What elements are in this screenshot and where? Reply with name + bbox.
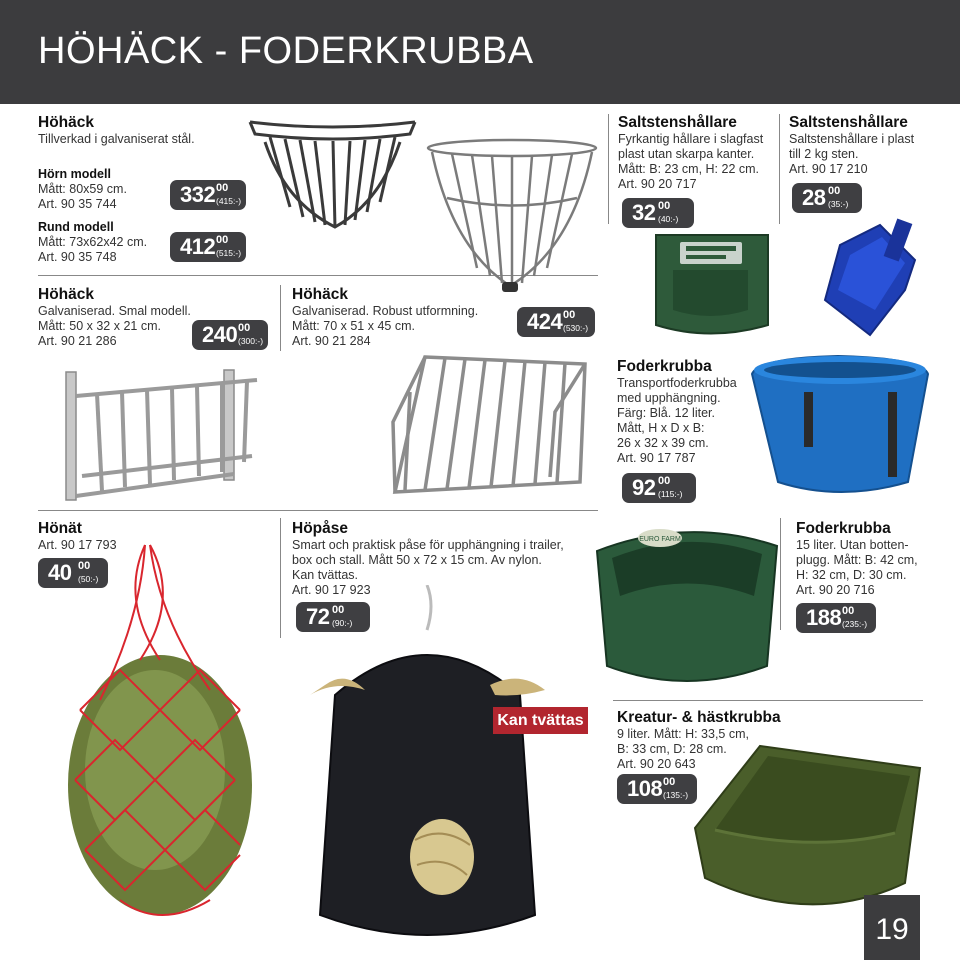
divider [38, 510, 598, 511]
product-line: Kan tvättas. [292, 568, 359, 582]
divider [280, 518, 281, 638]
divider [280, 285, 281, 351]
product-line: plugg. Mått: B: 42 cm, [796, 553, 918, 567]
salt1-info [618, 114, 778, 192]
product-title: Saltstenshållare [618, 114, 737, 131]
price-main: 412 [180, 234, 216, 259]
price-ordinary: (50:-) [78, 574, 99, 584]
product-art: Art. 90 17 793 [38, 538, 117, 552]
hay-bag-image [305, 585, 550, 955]
product-line: Smart och praktisk påse för upphängning i trailer, [292, 538, 564, 552]
price-ordinary: (35:-) [828, 199, 849, 209]
price-main: 40 [48, 560, 72, 585]
corner-hay-rack-image [245, 112, 420, 237]
price-main: 240 [202, 322, 238, 347]
page-number: 19 [864, 895, 920, 960]
divider [613, 700, 923, 701]
product-line: box och stall. Mått 50 x 72 x 15 cm. Av nylon. [292, 553, 542, 567]
product-art: Art. 90 21 284 [292, 334, 371, 348]
product-title: Kreatur- & hästkrubba [617, 709, 781, 726]
product-line: Transportfoderkrubba [617, 376, 737, 390]
variant-size: Mått: 73x62x42 cm. [38, 235, 148, 249]
product-title: Saltstenshållare [789, 114, 908, 131]
salt2-info [789, 114, 949, 177]
price-main: 424 [527, 309, 563, 334]
price-cents: 00 [78, 560, 91, 572]
price-badge [192, 320, 268, 350]
product-line: Mått: 70 x 51 x 45 cm. [292, 319, 415, 333]
product-line: Mått, H x D x B: [617, 421, 705, 435]
price-ordinary: (115:-) [658, 489, 683, 499]
price-main: 72 [306, 604, 330, 629]
price-badge [792, 183, 862, 213]
hohack3-info [292, 286, 522, 349]
product-line: med upphängning. [617, 391, 721, 405]
product-title: Foderkrubba [617, 358, 712, 375]
narrow-hay-rack-image [62, 366, 262, 506]
price-main: 108 [627, 776, 663, 801]
price-badge [170, 232, 246, 262]
price-main: 332 [180, 182, 216, 207]
price-ordinary: (415:-) [216, 196, 242, 206]
price-main: 32 [632, 200, 656, 225]
round-hay-rack-image [422, 138, 602, 296]
product-art: Art. 90 17 923 [292, 583, 371, 597]
price-cents: 00 [238, 322, 251, 334]
price-cents: 00 [828, 185, 841, 197]
product-line: Mått: B: 23 cm, H: 22 cm. [618, 162, 760, 176]
product-line: Galvaniserad. Smal modell. [38, 304, 191, 318]
variant-size: Mått: 80x59 cm. [38, 182, 127, 196]
price-badge [622, 198, 694, 228]
price-badge [517, 307, 595, 337]
green-feeder-image [592, 516, 787, 696]
product-title: Foderkrubba [796, 520, 891, 537]
product-line: H: 32 cm, D: 30 cm. [796, 568, 907, 582]
product-line: Fyrkantig hållare i slagfast [618, 132, 764, 146]
product-line: Mått: 50 x 32 x 21 cm. [38, 319, 161, 333]
product-title: Höhäck [292, 286, 348, 303]
price-cents: 00 [563, 309, 576, 321]
product-title: Höhäck [38, 114, 94, 131]
product-art: Art. 90 21 286 [38, 334, 117, 348]
variant-label: Rund modell [38, 220, 114, 234]
price-cents: 00 [842, 605, 855, 617]
price-ordinary: (300:-) [238, 336, 264, 346]
product-line: till 2 kg sten. [789, 147, 859, 161]
price-cents: 00 [216, 182, 229, 194]
variant-label: Hörn modell [38, 167, 111, 181]
blue-feeder-image [748, 352, 933, 507]
product-line: 9 liter. Mått: H: 33,5 cm, [617, 727, 749, 741]
salt-holder-square-image [648, 230, 773, 345]
price-cents: 00 [658, 475, 671, 487]
product-line: Galvaniserad. Robust utformning. [292, 304, 479, 318]
product-line: B: 33 cm, D: 28 cm. [617, 742, 727, 756]
salt-holder-blue-image [820, 215, 920, 340]
price-cents: 00 [663, 776, 676, 788]
price-badge [170, 180, 246, 210]
page-header [0, 0, 960, 104]
product-line: 26 x 32 x 39 cm. [617, 436, 709, 450]
price-ordinary: (515:-) [216, 248, 242, 258]
price-ordinary: (530:-) [563, 323, 589, 333]
price-ordinary: (40:-) [658, 214, 679, 224]
price-ordinary: (135:-) [663, 790, 689, 800]
price-ordinary: (235:-) [842, 619, 868, 629]
product-line: plast utan skarpa kanter. [618, 147, 755, 161]
price-cents: 00 [658, 200, 671, 212]
page-title: HÖHÄCK - FODERKRUBBA [38, 30, 534, 72]
product-art: Art. 90 20 643 [617, 757, 696, 771]
product-line: 15 liter. Utan botten- [796, 538, 909, 552]
price-cents: 00 [332, 604, 345, 616]
hay-net-image [60, 540, 270, 940]
price-main: 188 [806, 605, 842, 630]
variant-art: Art. 90 35 744 [38, 197, 117, 211]
price-main: 28 [802, 185, 826, 210]
price-badge [617, 774, 697, 804]
price-cents: 00 [216, 234, 229, 246]
price-badge [796, 603, 876, 633]
price-main: 92 [632, 475, 656, 500]
variant-art: Art. 90 35 748 [38, 250, 117, 264]
price-badge [622, 473, 696, 503]
product-line: Saltstenshållare i plast [789, 132, 915, 146]
product-title: Höpåse [292, 520, 348, 537]
product-title: Hönät [38, 520, 82, 537]
robust-hay-rack-image [385, 352, 590, 497]
washable-tag: Kan tvättas [493, 707, 588, 734]
product-art: Art. 90 17 210 [789, 162, 868, 176]
product-art: Art. 90 20 717 [618, 177, 697, 191]
price-ordinary: (90:-) [332, 618, 353, 628]
divider [779, 114, 780, 224]
product-art: Art. 90 17 787 [617, 451, 696, 465]
product-line: Färg: Blå. 12 liter. [617, 406, 715, 420]
foder2-info [796, 520, 956, 598]
product-desc: Tillverkad i galvaniserat stål. [38, 132, 195, 146]
product-art: Art. 90 20 716 [796, 583, 875, 597]
divider [608, 114, 609, 224]
bag-brand: EURO FARM [639, 536, 681, 543]
product-title: Höhäck [38, 286, 94, 303]
